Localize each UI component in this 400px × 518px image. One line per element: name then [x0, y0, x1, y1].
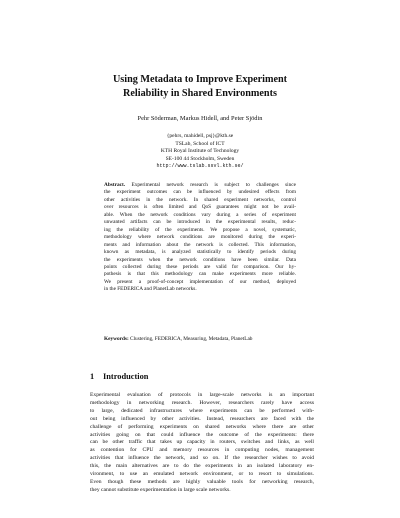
abstract-line: known as metadata, is analyzed statistically to identify periods during: [104, 249, 296, 256]
keywords: [104, 336, 296, 343]
body-line: methodology in networking research. However, researchers rarely have access: [90, 399, 314, 406]
abstract-line: over resources is often limited and QoS guarantees might not be avail-: [104, 204, 296, 211]
abstract-line: in the FEDERICA and PlanetLab networks.: [104, 286, 197, 293]
body-line: Experimental evaluation of protocols in large-scale networks is an important: [90, 392, 314, 398]
abstract-heading: Abstract.: [104, 182, 126, 188]
lab-url[interactable]: http://www.tslab.ssvl.kth.se/: [156, 163, 244, 170]
abstract-line: the experiments when the network conditions have been similar. Data: [104, 256, 296, 263]
author-emails: {pehrs, mahidell, psj}@kth.se: [166, 133, 234, 139]
abstract-line: methodology where network conditions are monitored during the experi-: [104, 234, 296, 241]
keywords-heading: Keywords:: [104, 336, 129, 342]
section-number: 1: [90, 372, 95, 381]
body-line: out being influenced by other activities. Instead, researchers are faced with the: [90, 415, 314, 422]
title-line: Reliability in Shared Environments: [123, 88, 277, 99]
abstract-line: ing the reliability of the experiments. We propose a novel, systematic,: [104, 226, 296, 233]
body-line: Even though these methods are highly valuable tools for networking research,: [90, 478, 314, 485]
institution-name: KTH Royal Institute of Technology: [160, 148, 240, 155]
body-line: can be other traffic that takes up capacity in routers, switches and links, as well: [90, 439, 314, 446]
lab-name: TSLab, School of ICT: [175, 140, 225, 147]
abstract-line: points collected during these periods are valid for comparison. Our hy-: [104, 263, 296, 270]
abstract-line: pothesis is that this methodology can make experiments more reliable.: [104, 271, 296, 278]
body-line: this, the main alternatives are to do the experiments in an isolated laboratory en-: [90, 463, 314, 470]
abstract-line: other activities in the network. In shared experiment networks, control: [104, 196, 296, 203]
abstract-line: the experiment outcomes can be influenced by undesired effects from: [104, 189, 296, 196]
introduction-paragraph: [90, 392, 314, 495]
body-line: challenge of performing experiments on shared networks where there are other: [90, 423, 314, 430]
abstract-line: able. When the network conditions vary during a series of experiment: [104, 211, 296, 218]
body-line: to large, dedicated infrastructures where experiments can be performed with-: [90, 407, 314, 414]
keywords-list: Clustering, FEDERICA, Measuring, Metadata, PlanetLab: [130, 336, 253, 342]
body-line: activities going on that could influence the outcome of the experiments: there: [90, 431, 314, 438]
abstract-line: We present a proof-of-concept implementation of our method, deployed: [104, 278, 296, 285]
body-line: they cannot substitute experimentation in large scale networks.: [90, 486, 231, 493]
body-line: as contention for CPU and memory resources in computing nodes, management: [90, 447, 314, 454]
address: SE-100 44 Stockholm, Sweden: [165, 155, 235, 162]
abstract-text: Experimental network research is subject to challenges since: [131, 182, 297, 188]
body-line: activities that influence the network, and so on. If the researcher wishes to avoid: [90, 455, 314, 462]
abstract-line: ments and information about the network is collected. This information,: [104, 241, 296, 248]
affiliation-block: [40, 133, 360, 171]
section-title: Introduction: [103, 372, 149, 381]
title-line: Using Metadata to Improve Experiment: [112, 74, 288, 85]
author-list: Pehr Söderman, Markus Hidell, and Peter Sjödin: [137, 115, 263, 122]
paper-title: [40, 73, 360, 101]
section-heading: [90, 372, 148, 382]
abstract-line: unwanted artifacts can be introduced in the experimental results, reduc-: [104, 219, 296, 226]
abstract: [104, 182, 296, 294]
body-line: vironment, to use an emulated network environment, or to resort to simulations.: [90, 471, 314, 478]
